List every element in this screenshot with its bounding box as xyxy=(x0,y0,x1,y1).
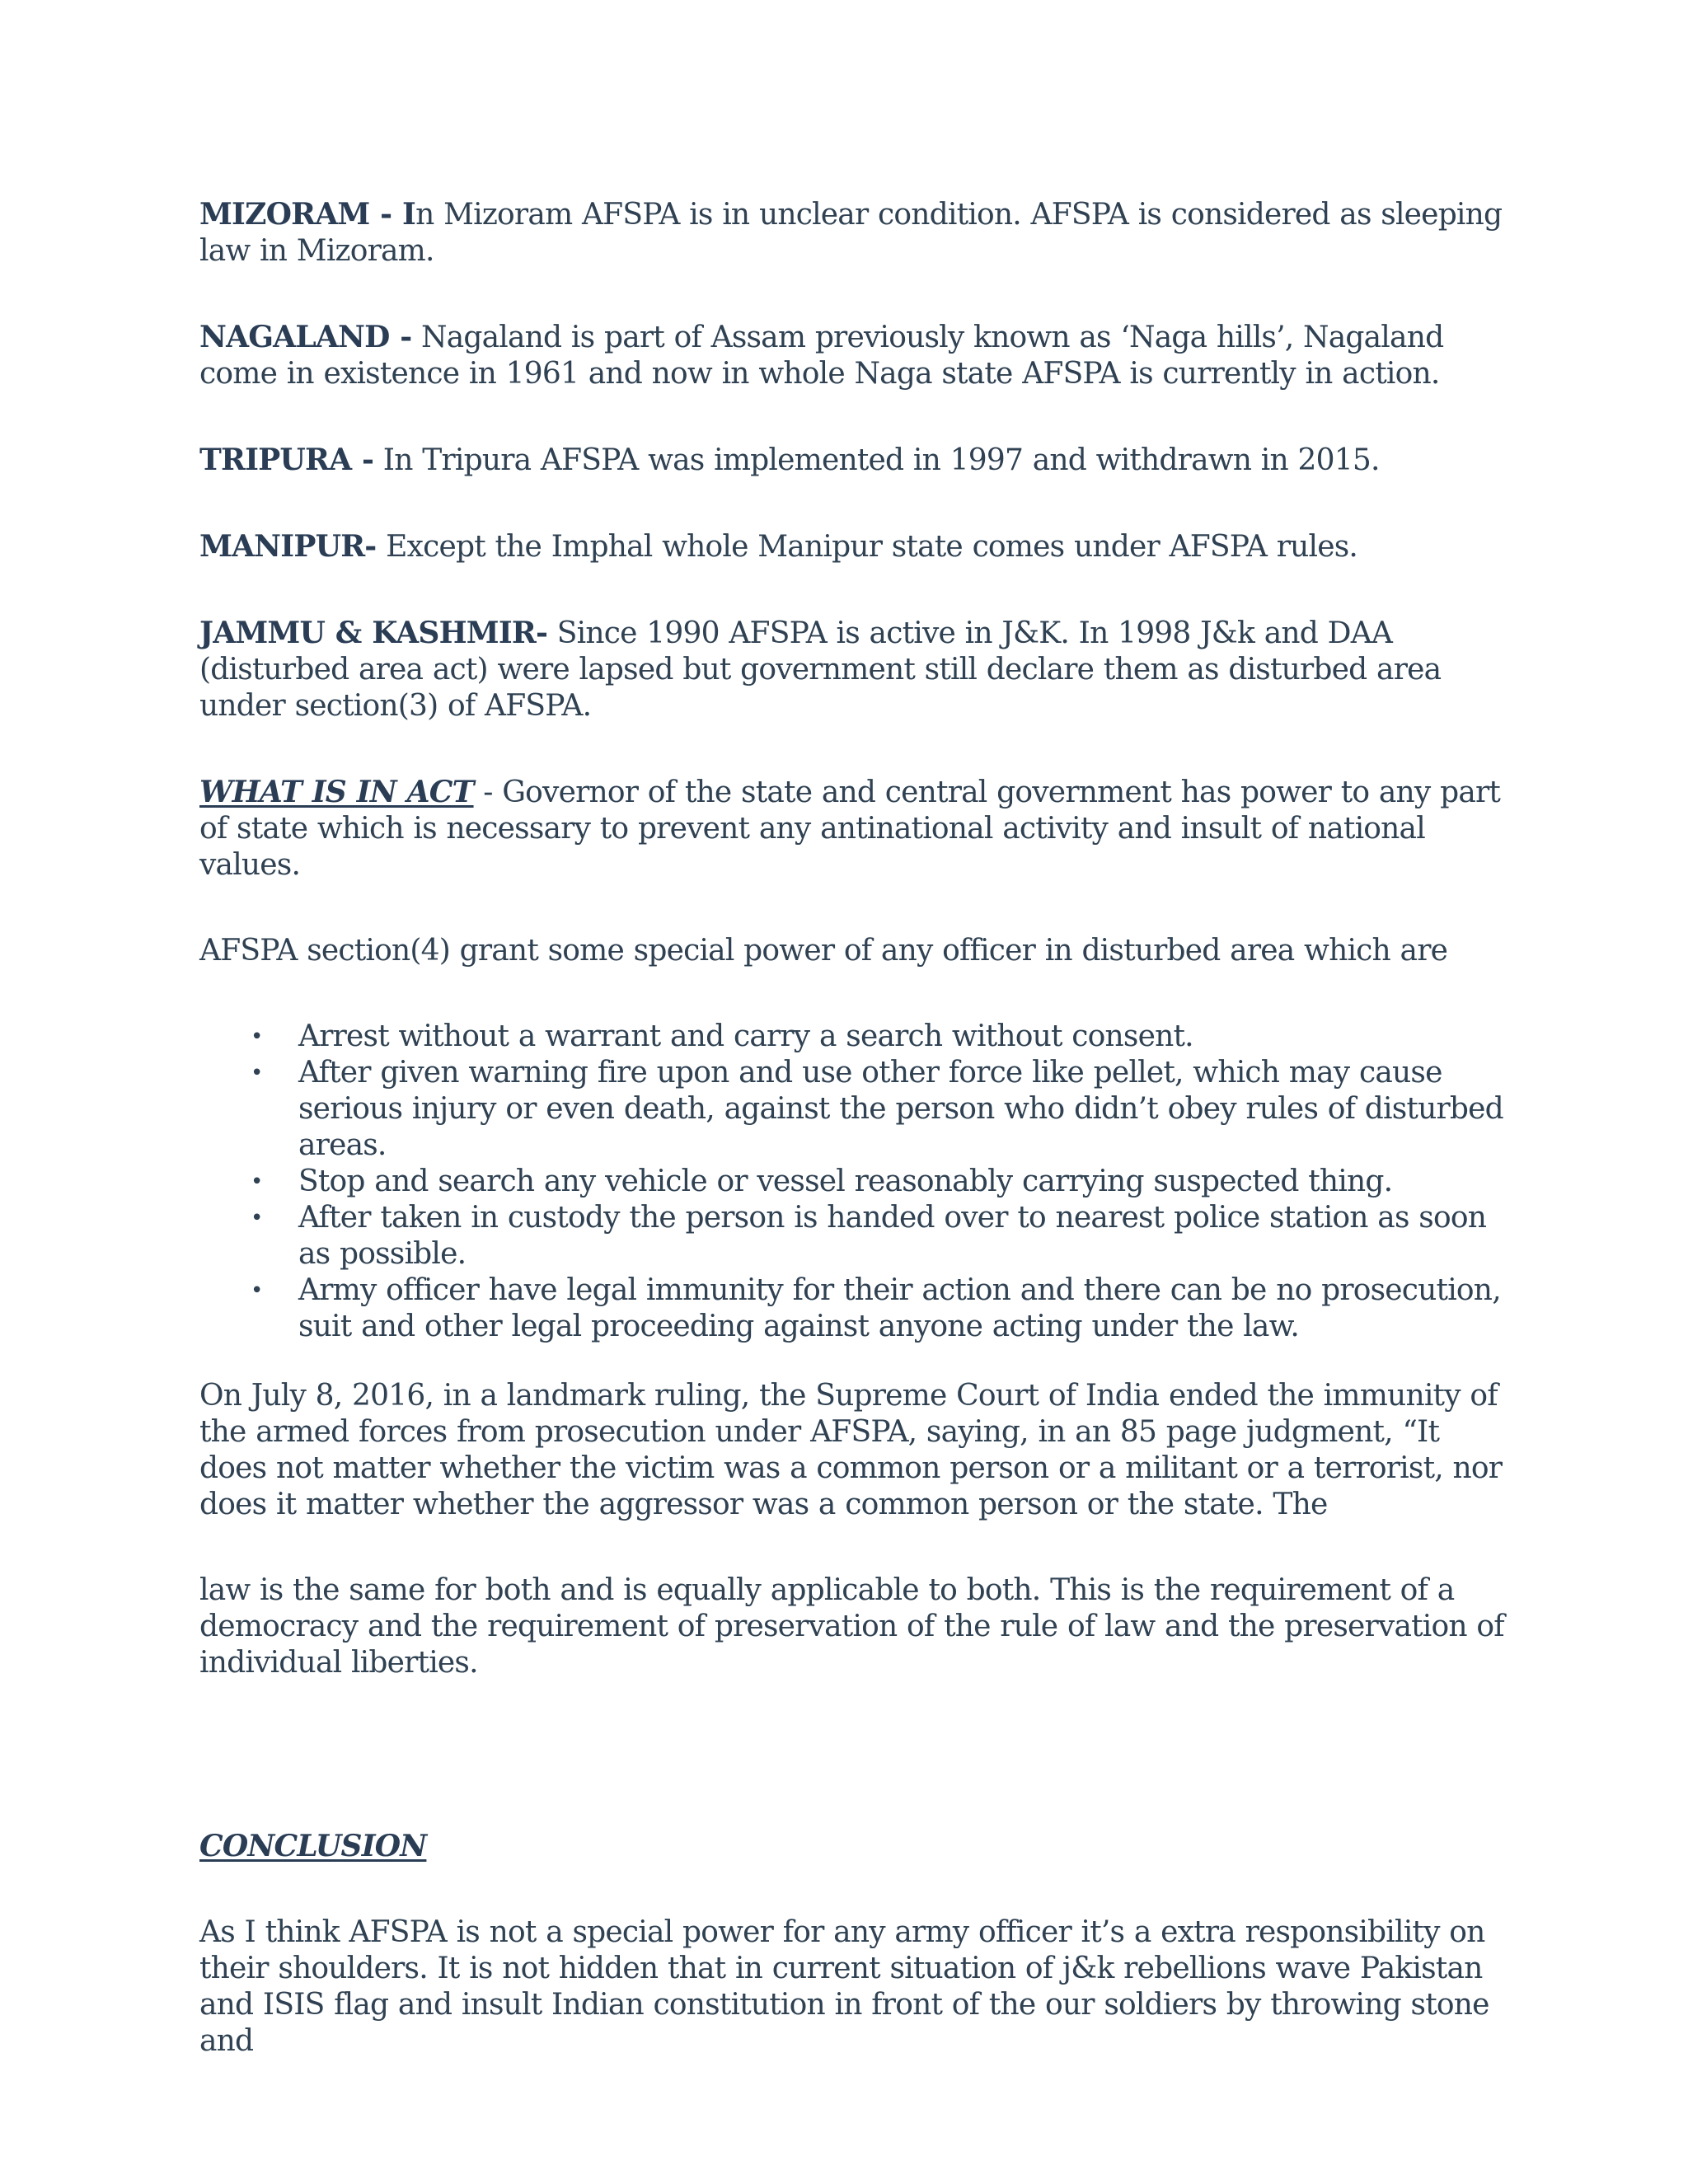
bullet-icon: • xyxy=(251,1169,263,1194)
act-text: - Governor of the state and central government has power to any part of state which is necessary to prevent any antinational activity and insult of national values. xyxy=(199,776,1501,882)
conclusion-text: As I think AFSPA is not a special power for any army officer it’s a extra responsibility on their shoulders. It is not hidden that in current situation of j&k rebellions wave Pakistan and ISIS flag and insult Indian constitution in front of the our soldiers by throwing stone and xyxy=(199,1915,1489,2058)
list-item-text: After taken in custody the person is handed over to nearest police station as soon as possible. xyxy=(298,1201,1487,1271)
state-text: In Tripura AFSPA was implemented in 1997 and withdrawn in 2015. xyxy=(373,443,1380,477)
list-item-text: Army officer have legal immunity for their action and there can be no prosecution, suit and other legal proceeding against anyone acting under the law. xyxy=(298,1273,1501,1343)
state-text: Except the Imphal whole Manipur state comes under AFSPA rules. xyxy=(376,530,1358,564)
state-text: Since 1990 AFSPA is active in J&K. In 1998 J&k and DAA (disturbed area act) were lapsed but government still declare them as disturbed area under section(3) of AFSPA. xyxy=(199,616,1442,723)
list-item xyxy=(199,1272,1510,1345)
bullet-icon: • xyxy=(251,1206,263,1230)
state-heading: TRIPURA - xyxy=(199,443,374,477)
bullet-icon: • xyxy=(251,1024,263,1049)
list-item-text: After given warning fire upon and use other force like pellet, which may cause serious injury or even death, against the person who didn’t obey rules of disturbed areas. xyxy=(298,1056,1503,1162)
state-paragraph-manipur xyxy=(199,528,1510,565)
list-item xyxy=(199,1055,1510,1164)
state-text: n Mizoram AFSPA is in unclear condition. AFSPA is considered as sleeping law in Mizoram. xyxy=(199,198,1503,268)
state-paragraph-mizoram xyxy=(199,196,1510,269)
list-item xyxy=(199,1164,1510,1200)
conclusion-heading-paragraph xyxy=(199,1828,1510,1865)
state-heading: NAGALAND - xyxy=(199,320,412,354)
state-heading: JAMMU & KASHMIR- xyxy=(199,616,548,650)
list-item-text: Arrest without a warrant and carry a search without consent. xyxy=(298,1019,1193,1053)
section-spacer xyxy=(199,1731,1510,1828)
bullet-icon: • xyxy=(251,1278,263,1303)
powers-list xyxy=(199,1019,1510,1345)
list-item xyxy=(199,1019,1510,1055)
act-paragraph xyxy=(199,774,1510,883)
state-paragraph-tripura xyxy=(199,442,1510,479)
list-item-text: Stop and search any vehicle or vessel reasonably carrying suspected thing. xyxy=(298,1165,1393,1198)
state-paragraph-jammu-kashmir xyxy=(199,615,1510,724)
state-heading: MANIPUR- xyxy=(199,529,377,564)
state-paragraph-nagaland xyxy=(199,319,1510,392)
state-heading: MIZORAM - I xyxy=(199,197,416,232)
ruling-continuation-paragraph: law is the same for both and is equally applicable to both. This is the requirement of a democracy and the requirement of preservation of the rule of law and the preservation of individual liberties. xyxy=(199,1573,1504,1680)
conclusion-heading: CONCLUSION xyxy=(199,1829,427,1863)
section4-intro: AFSPA section(4) grant some special power of any officer in disturbed area which are xyxy=(199,934,1448,968)
state-text: Nagaland is part of Assam previously known as ‘Naga hills’, Nagaland come in existence in 1961 and now in whole Naga state AFSPA is currently in action. xyxy=(199,321,1444,391)
document-page xyxy=(199,196,1510,2060)
bullet-icon: • xyxy=(251,1061,263,1085)
act-heading: WHAT IS IN ACT xyxy=(199,775,474,809)
list-item xyxy=(199,1200,1510,1272)
ruling-paragraph: On July 8, 2016, in a landmark ruling, the Supreme Court of India ended the immunity of the armed forces from prosecution under AFSPA, saying, in an 85 page judgment, “It does not matter whether the victim was a common person or a militant or a terrorist, nor does it matter whether the aggressor was a common person or the state. The xyxy=(199,1379,1503,1521)
